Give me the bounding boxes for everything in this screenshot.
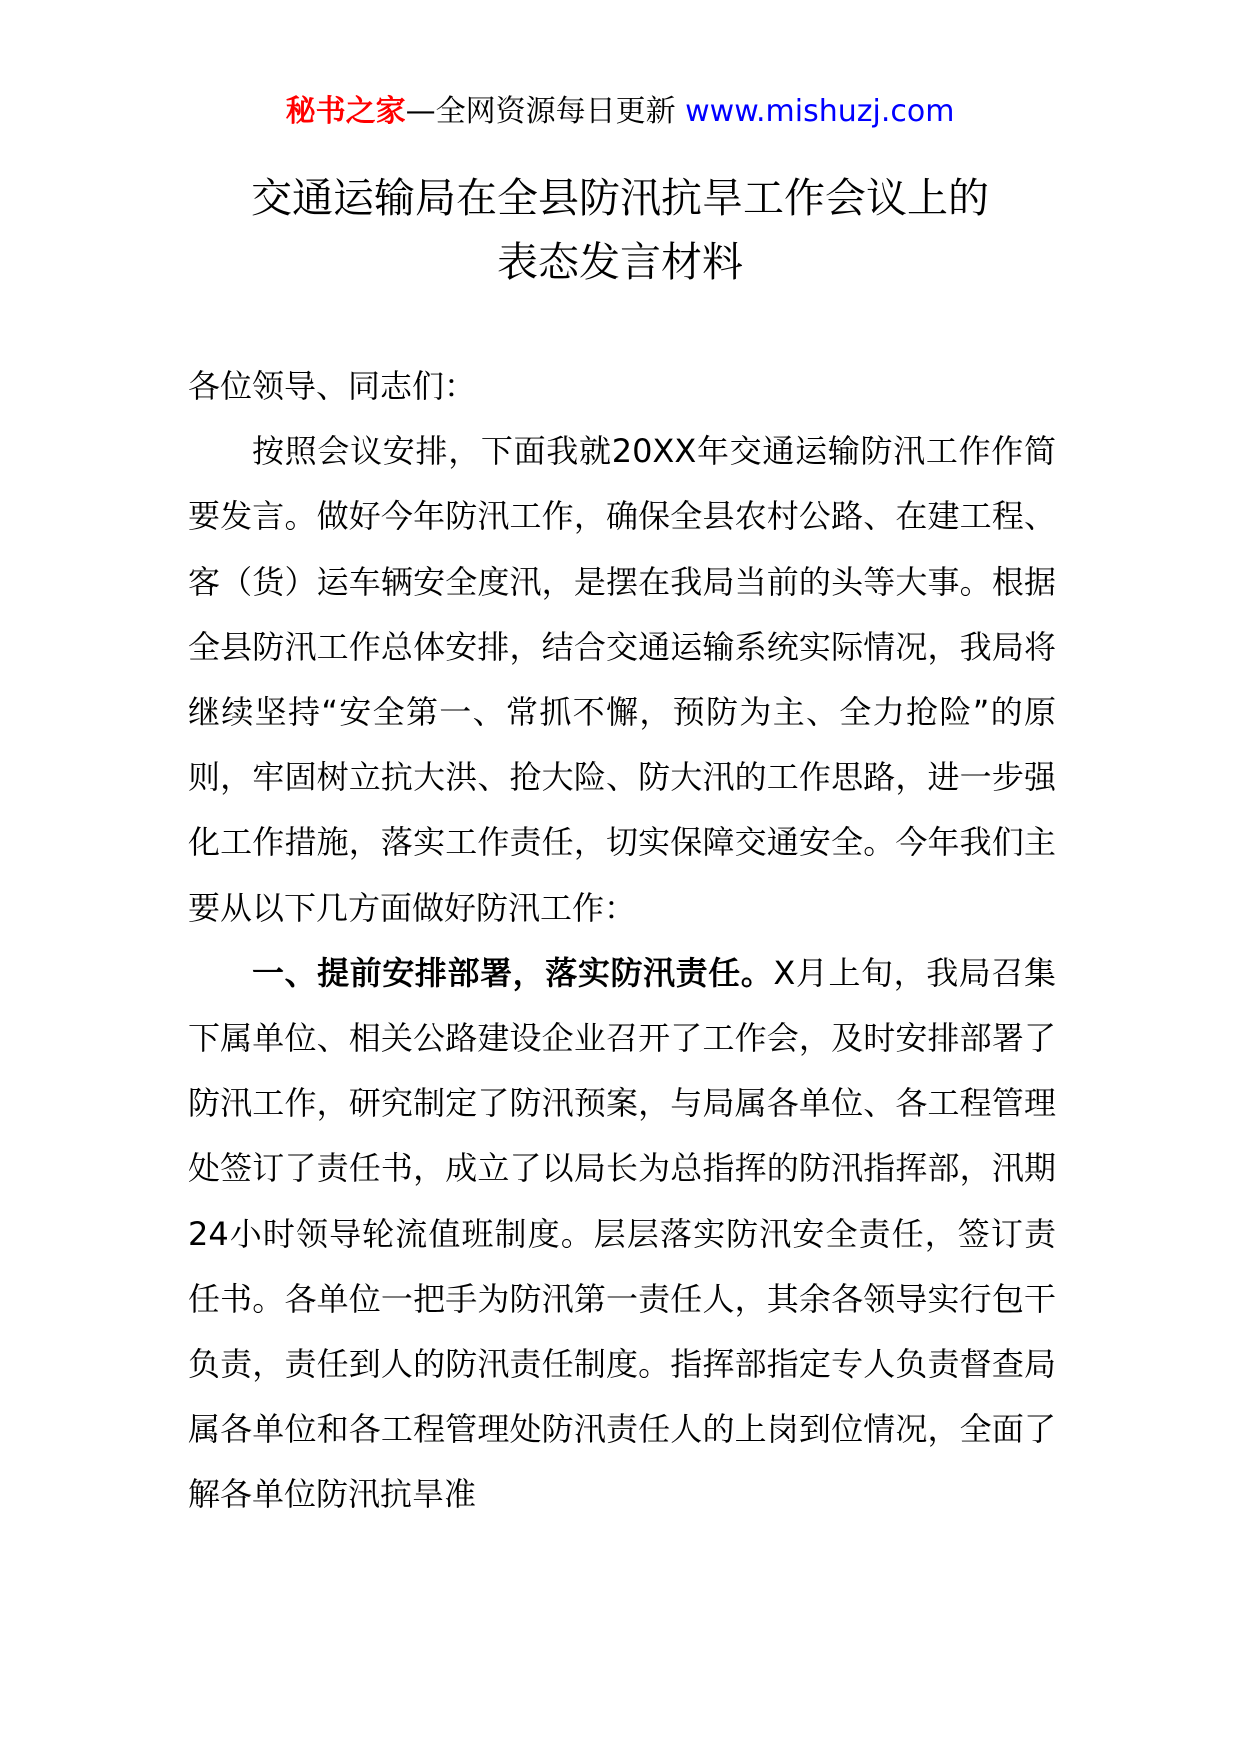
site-brand: 秘书之家	[285, 94, 406, 129]
document-title	[0, 166, 1240, 294]
site-url-link[interactable]: www.mishuzj.com	[685, 94, 955, 129]
salutation: 各位领导、同志们：	[188, 367, 477, 405]
section-1-text: X月上旬，我局召集下属单位、相关公路建设企业召开了工作会，及时安排部署了防汛工作，研究制定了防汛预案，与局属各单位、各工程管理处签订了责任书，成立了以局长为总指挥的防汛指挥部，汛期24小时领导轮流值班制度。层层落实防汛安全责任，签订责任书。各单位一把手为防汛第一责任人，其余各领导实行包干负责，责任到人的防汛责任制度。指挥部指定专人负责督查局属各单位和各工程管理处防汛责任人的上岗到位情况，全面了解各单位防汛抗旱准	[188, 953, 1056, 1514]
paragraph-section-1	[188, 941, 1056, 1528]
section-1-heading: 一、提前安排部署，落实防汛责任。	[252, 953, 774, 992]
site-header	[0, 92, 1240, 132]
paragraph-intro: 按照会议安排，下面我就20XX年交通运输防汛工作作简要发言。做好今年防汛工作，确保全县农村公路、在建工程、客（货）运车辆安全度汛，是摆在我局当前的头等大事。根据全县防汛工作总体安排，结合交通运输系统实际情况，我局将继续坚持“安全第一、常抓不懈，预防为主、全力抢险”的原则，牢固树立抗大洪、抢大险、防大汛的工作思路，进一步强化工作措施，落实工作责任，切实保障交通安全。今年我们主要从以下几方面做好防汛工作：	[188, 432, 1056, 927]
document-body	[188, 354, 1056, 1528]
title-line-1: 交通运输局在全县防汛抗旱工作会议上的	[251, 174, 989, 222]
site-tagline: —全网资源每日更新	[405, 94, 686, 129]
title-line-2: 表态发言材料	[497, 238, 743, 286]
